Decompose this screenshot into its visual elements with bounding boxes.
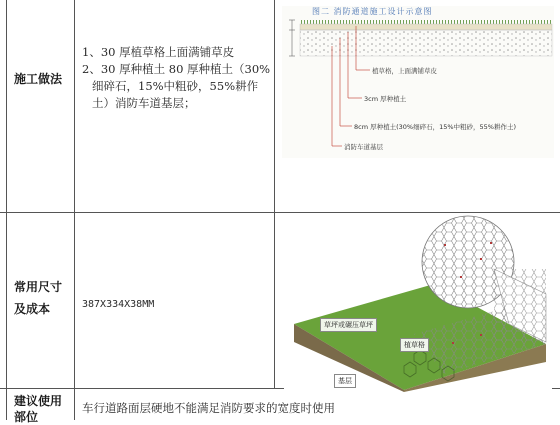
table-column-divider-2 [274, 0, 275, 388]
recommended-use-label [14, 393, 62, 425]
road-section-drawing [282, 6, 554, 158]
planting-soil-layer [300, 24, 552, 30]
construction-method-content [82, 44, 272, 112]
road-section-diagram [282, 6, 554, 158]
recommended-use-label-line-1: 建议使用 [14, 394, 63, 408]
size-cost-label-line-1: 常用尺寸 [14, 280, 63, 294]
construction-line-4: 土）消防车道基层； [92, 96, 196, 110]
recommended-use-label-line-2: 部位 [14, 410, 39, 424]
label-grass-grid: 植草格 [400, 338, 429, 352]
construction-line-2: 2、30 厚种植土 80 厚种植土（30% [82, 62, 271, 76]
label-soil-8cm: 8cm 厚种植土(30%细碎石，15%中粗砂，55%耕作土) [354, 123, 517, 131]
label-grass-cell: 植草格，上面满铺草皮 [372, 67, 437, 75]
size-cost-label-line-2: 及成本 [14, 302, 51, 316]
size-cost-label [14, 276, 62, 320]
label-lawn: 草坪或碾压草坪 [320, 318, 377, 332]
size-cost-value: 387X334X38MM [82, 299, 155, 310]
recommended-use-value: 车行道路面层硬地不能满足消防要求的宽度时使用 [82, 401, 335, 415]
base-layer [300, 30, 552, 56]
table-row-divider-1 [0, 212, 560, 213]
construction-line-1: 1、30 厚植草格上面满铺草皮 [82, 45, 235, 59]
diagram-title: 图二 消防通道施工设计示意图 [312, 7, 433, 16]
label-fire-lane-base: 消防车道基层 [344, 143, 383, 151]
construction-method-label [14, 68, 62, 90]
label-soil-3cm: 3cm 厚种植土 [364, 95, 407, 103]
construction-line-3: 细碎石，15%中粗砂，55%耕作 [92, 79, 259, 93]
table-border-left [6, 0, 7, 420]
construction-method-label-text: 施工做法 [14, 72, 63, 86]
label-base: 基层 [334, 374, 356, 388]
hexagon-grid-drawing [284, 214, 552, 392]
table-column-divider-1 [74, 0, 75, 420]
grass-layer [300, 20, 552, 24]
hexagon-grid-illustration [284, 214, 552, 392]
